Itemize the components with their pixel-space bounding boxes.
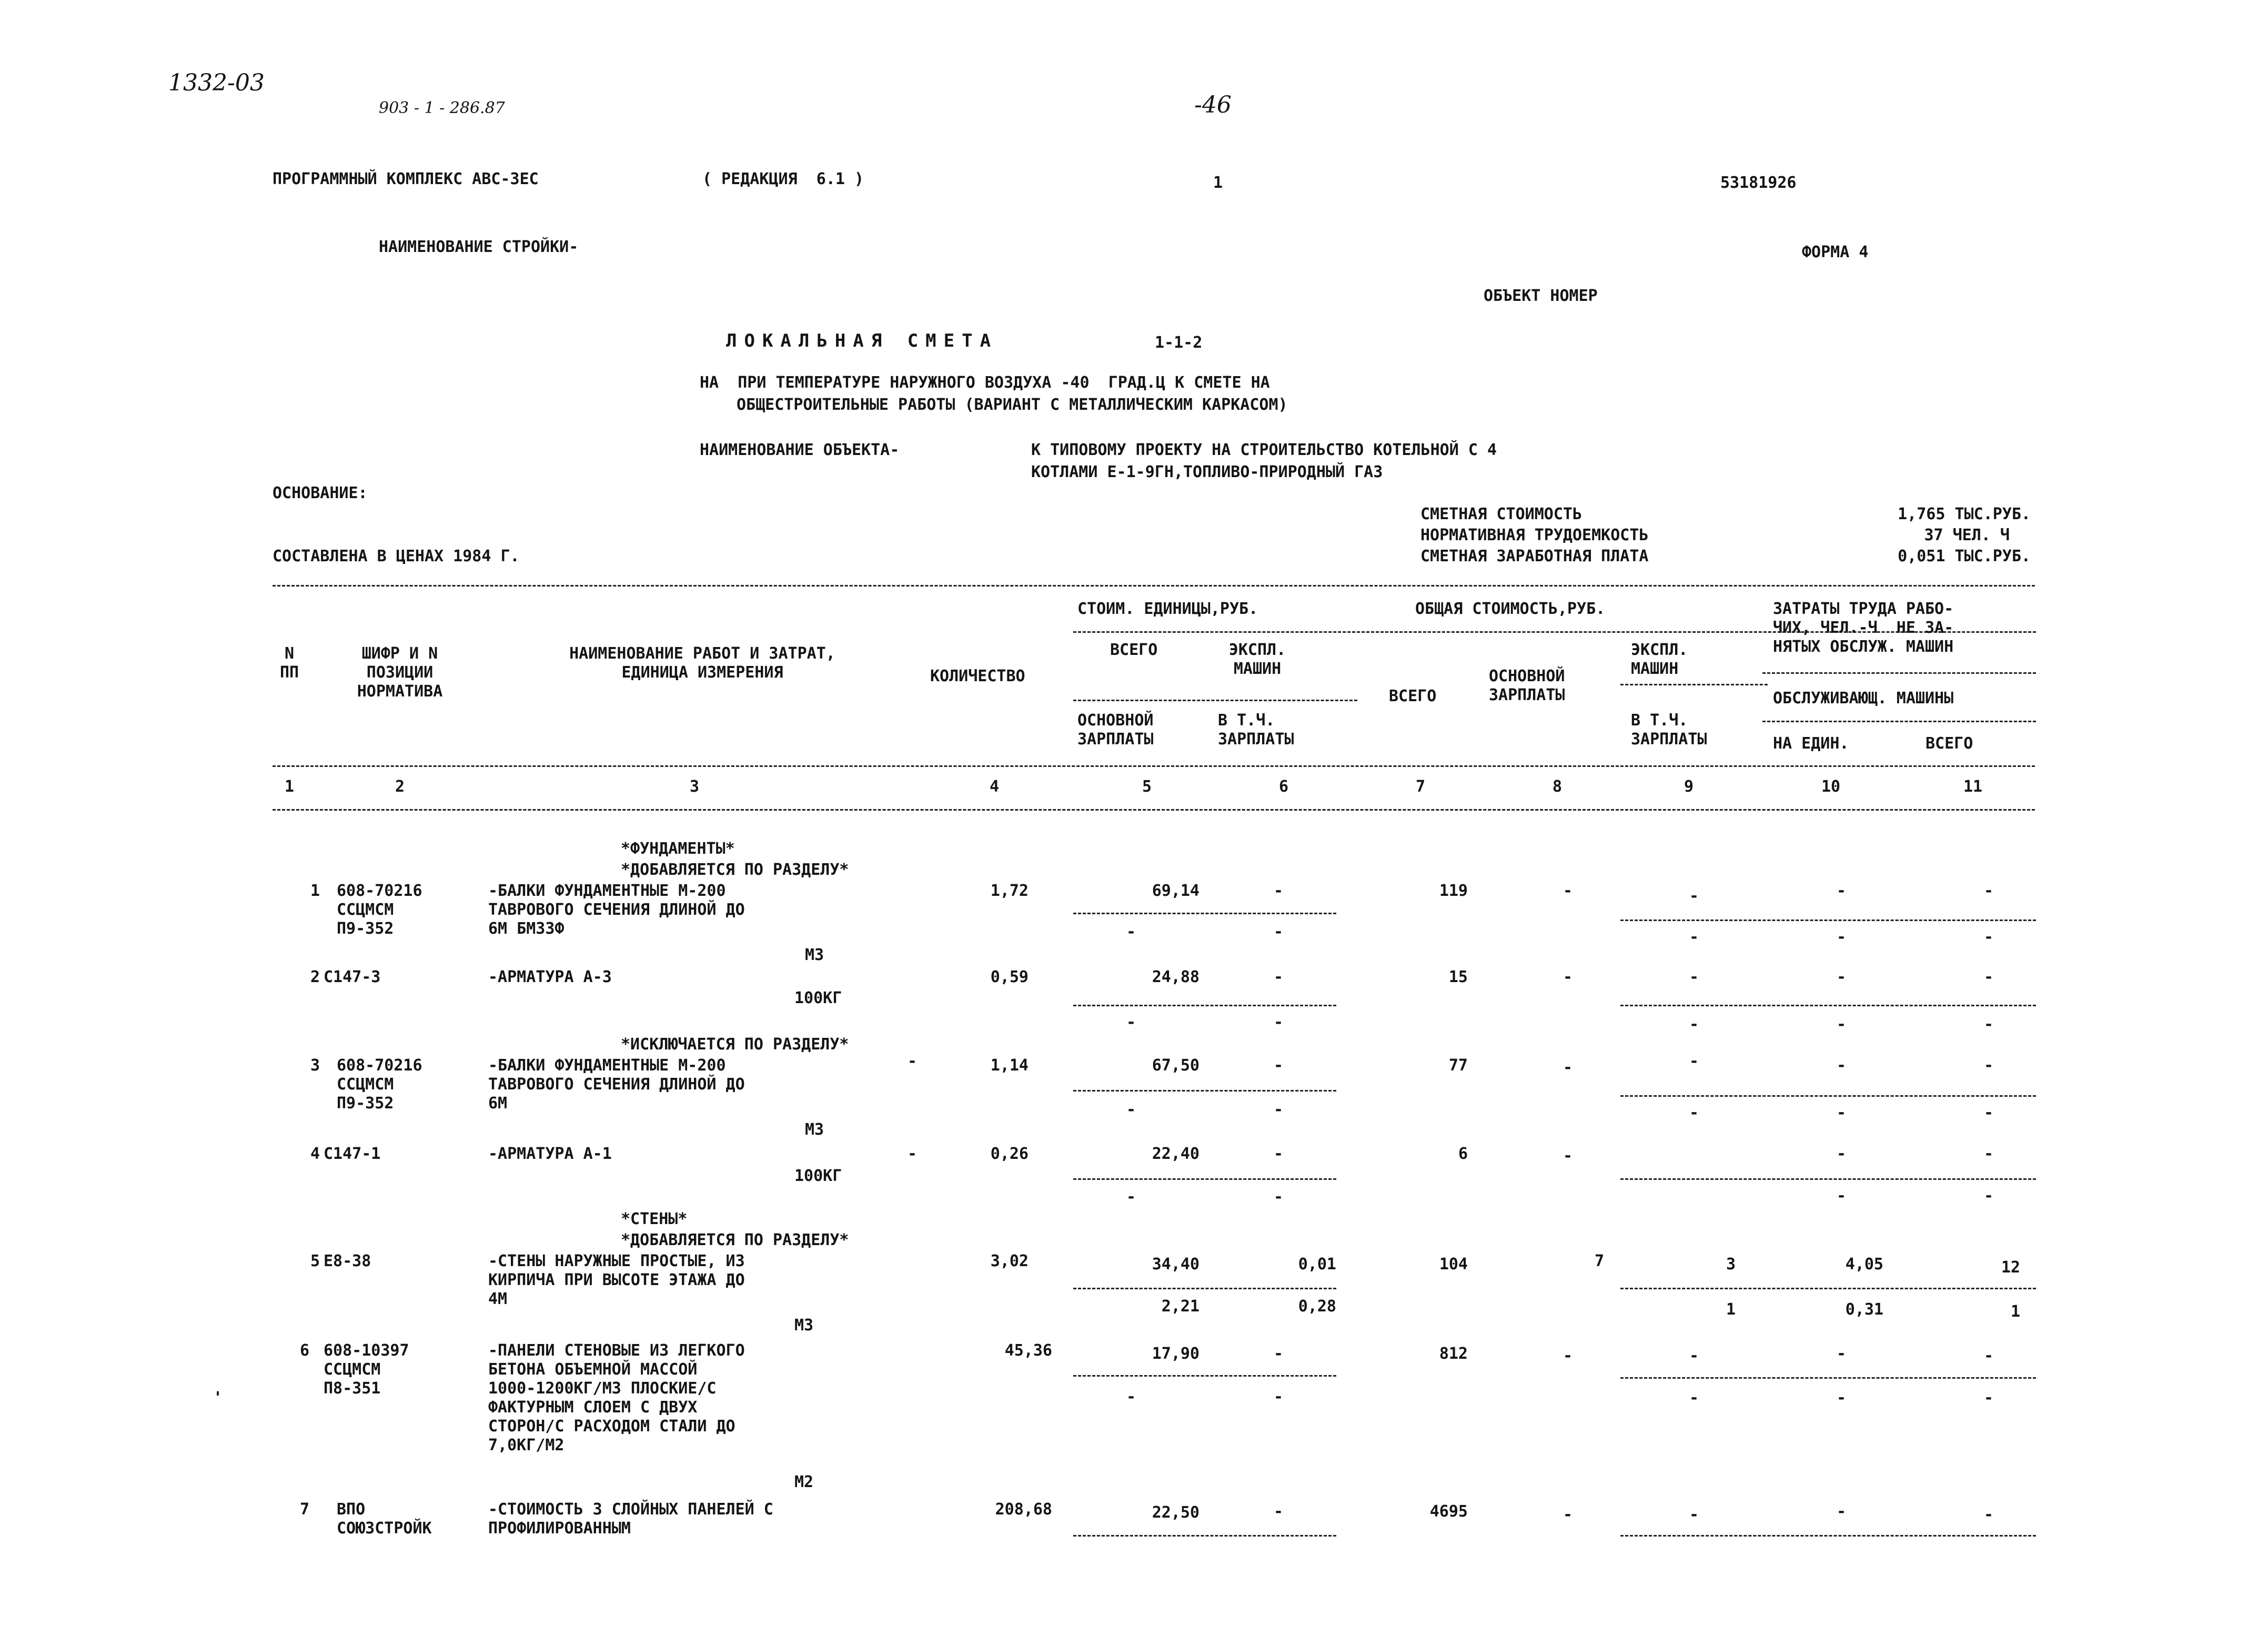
section-walls: *СТЕНЫ* xyxy=(621,1210,688,1228)
row-total-machines: - xyxy=(1689,1052,1699,1070)
col-number-4: 4 xyxy=(989,777,1000,796)
row-labor-per-unit-b: - xyxy=(1836,1104,1847,1122)
prices-label: СОСТАВЛЕНА В ЦЕНАХ 1984 Г. xyxy=(273,547,520,565)
col-unit-wages-header: ОСНОВНОЙ ЗАРПЛАТЫ xyxy=(1077,711,1154,749)
row-code: Е8-38 xyxy=(324,1252,371,1270)
col-number-1: 1 xyxy=(284,777,295,796)
row-unit-wages: - xyxy=(1126,1100,1136,1119)
row-labor-per-unit: - xyxy=(1836,1056,1847,1075)
row-total-wages: - xyxy=(1563,882,1573,900)
col-unit-total-header: ВСЕГО xyxy=(1110,641,1158,659)
summary-cost-value: 1,765 ТЫС.РУБ. xyxy=(1898,505,2031,523)
row-total: 15 xyxy=(1448,968,1468,986)
row-unit-machines: 0,01 xyxy=(1298,1255,1336,1274)
row-total-incl: - xyxy=(1689,1015,1699,1034)
row-total-wages: - xyxy=(1563,1147,1573,1165)
row-labor-total-b: - xyxy=(1983,1389,1994,1407)
section-added: *ДОБАВЛЯЕТСЯ ПО РАЗДЕЛУ* xyxy=(621,861,849,879)
row-total-incl: - xyxy=(1689,1104,1699,1122)
labor-sub-rule-2 xyxy=(1762,721,2036,722)
row-code: 608-10397 ССЦМСМ П8-351 xyxy=(324,1341,409,1398)
row-unit-wages: - xyxy=(1126,923,1136,941)
document-heading: ЛОКАЛЬНАЯ СМЕТА xyxy=(726,330,999,351)
row-number: 4 xyxy=(310,1145,320,1163)
row-rule xyxy=(1620,920,2036,921)
col-code-header: ШИФР И N ПОЗИЦИИ НОРМАТИВА xyxy=(357,644,443,701)
col-total-all-header: ВСЕГО xyxy=(1389,687,1437,705)
total-sub-rule xyxy=(1620,684,1768,685)
col-number-10: 10 xyxy=(1821,777,1841,796)
row-labor-per-unit: - xyxy=(1836,1145,1847,1163)
program-name: ПРОГРАММНЫЙ КОМПЛЕКС АВС-3ЕС xyxy=(273,170,539,188)
row-quantity: 1,72 xyxy=(990,882,1029,900)
row-labor-total: - xyxy=(1983,1505,1994,1524)
row-labor-total: 12 xyxy=(2001,1258,2020,1277)
col-number-7: 7 xyxy=(1415,777,1426,796)
row-work-name: -СТОИМОСТЬ 3 СЛОЙНЫХ ПАНЕЛЕЙ С ПРОФИЛИРОВАННЫМ xyxy=(488,1500,773,1538)
row-labor-per-unit-b: - xyxy=(1836,928,1847,946)
row-labor-total-b: - xyxy=(1983,1015,1994,1034)
row-rule xyxy=(1620,1288,2036,1289)
row-rule xyxy=(1620,1377,2036,1379)
row-unit-machines: - xyxy=(1273,1056,1284,1075)
row-quantity: 208,68 xyxy=(995,1500,1052,1519)
section-excluded: *ИСКЛЮЧАЕТСЯ ПО РАЗДЕЛУ* xyxy=(621,1035,849,1054)
row-work-name: -АРМАТУРА А-1 xyxy=(488,1145,612,1163)
construction-label: НАИМЕНОВАНИЕ СТРОЙКИ- xyxy=(379,238,579,256)
object-line-1: К ТИПОВОМУ ПРОЕКТУ НА СТРОИТЕЛЬСТВО КОТЕЛЬНОЙ С 4 xyxy=(1031,441,1497,459)
row-total-incl: - xyxy=(1689,1389,1699,1407)
row-total-incl: - xyxy=(1689,928,1699,946)
row-unit-machines: - xyxy=(1273,882,1284,900)
col-number-8: 8 xyxy=(1552,777,1563,796)
object-label: НАИМЕНОВАНИЕ ОБЪЕКТА- xyxy=(700,441,900,459)
row-rule xyxy=(1620,1095,2036,1097)
row-code: 608-70216 ССЦМСМ П9-352 xyxy=(337,882,422,938)
sheet-code: 1332-03 xyxy=(168,69,265,96)
row-total: 812 xyxy=(1439,1345,1468,1363)
col-number-5: 5 xyxy=(1142,777,1152,796)
row-unit-total: 24,88 xyxy=(1152,968,1199,986)
row-work-name: -СТЕНЫ НАРУЖНЫЕ ПРОСТЫЕ, ИЗ КИРПИЧА ПРИ ВЫСОТЕ ЭТАЖА ДО 4М xyxy=(488,1252,745,1308)
row-total: 4695 xyxy=(1429,1502,1468,1521)
row-rule xyxy=(1073,1090,1336,1092)
row-unit-incl: - xyxy=(1273,923,1284,941)
row-total: 77 xyxy=(1448,1056,1468,1075)
row-unit: 100КГ xyxy=(794,1167,842,1185)
row-unit-total: 22,40 xyxy=(1152,1145,1199,1163)
row-mark: - xyxy=(908,1145,918,1163)
row-labor-per-unit: 4,05 xyxy=(1845,1255,1883,1274)
summary-wages-value: 0,051 ТЫС.РУБ. xyxy=(1898,547,2031,565)
row-labor-per-unit: - xyxy=(1836,1502,1847,1521)
row-labor-per-unit: - xyxy=(1836,968,1847,986)
col-labor-sub-header: ОБСЛУЖИВАЮЩ. МАШИНЫ xyxy=(1773,689,1954,708)
col-total-wages-header: ОСНОВНОЙ ЗАРПЛАТЫ xyxy=(1489,667,1565,704)
row-unit-total: 69,14 xyxy=(1152,882,1199,900)
row-unit-incl: 0,28 xyxy=(1298,1297,1336,1316)
row-unit-total: 22,50 xyxy=(1152,1503,1199,1522)
title-line-2: ОБЩЕСТРОИТЕЛЬНЫЕ РАБОТЫ (ВАРИАНТ С МЕТАЛЛИЧЕСКИМ КАРКАСОМ) xyxy=(737,396,1288,414)
row-unit: М3 xyxy=(805,1120,824,1139)
section-foundations: *ФУНДАМЕНТЫ* xyxy=(621,840,735,858)
row-unit-wages: - xyxy=(1126,1188,1136,1206)
row-unit-total: 34,40 xyxy=(1152,1255,1199,1274)
row-labor-per-unit-b: - xyxy=(1836,1015,1847,1034)
doc-number: 53181926 xyxy=(1720,174,1797,192)
row-total-wages: - xyxy=(1563,1058,1573,1077)
page-index: 1 xyxy=(1213,174,1223,192)
object-line-2: КОТЛАМИ Е-1-9ГН,ТОПЛИВО-ПРИРОДНЫЙ ГАЗ xyxy=(1031,463,1383,481)
row-total-machines: 3 xyxy=(1726,1255,1736,1274)
row-unit-incl: - xyxy=(1273,1100,1284,1119)
row-work-name: -БАЛКИ ФУНДАМЕНТНЫЕ М-200 ТАВРОВОГО СЕЧЕНИЯ ДЛИНОЙ ДО 6М БМ3ЗФ xyxy=(488,882,745,938)
row-labor-per-unit: - xyxy=(1836,1345,1847,1363)
section-added-walls: *ДОБАВЛЯЕТСЯ ПО РАЗДЕЛУ* xyxy=(621,1231,849,1249)
row-unit-wages: - xyxy=(1126,1388,1136,1406)
row-labor-total: - xyxy=(1983,1145,1994,1163)
row-quantity: 3,02 xyxy=(990,1252,1029,1270)
col-number-2: 2 xyxy=(395,777,405,796)
object-number-label: ОБЪЕКТ НОМЕР xyxy=(1484,287,1598,305)
title-line-1: НА ПРИ ТЕМПЕРАТУРЕ НАРУЖНОГО ВОЗДУХА -40 ГРАД.Ц К СМЕТЕ НА xyxy=(700,373,1270,392)
row-labor-per-unit-b: - xyxy=(1836,1389,1847,1407)
row-labor-total: - xyxy=(1983,1056,1994,1075)
page-number-handwritten: -46 xyxy=(1194,92,1232,118)
row-rule xyxy=(1073,1288,1336,1289)
row-code: С147-1 xyxy=(324,1145,381,1163)
row-number: 5 xyxy=(310,1252,320,1270)
row-unit: М2 xyxy=(794,1473,814,1491)
summary-cost-label: СМЕТНАЯ СТОИМОСТЬ xyxy=(1420,505,1582,523)
row-unit-machines: - xyxy=(1273,1345,1284,1363)
form-label: ФОРМА 4 xyxy=(1802,243,1869,261)
row-number: 7 xyxy=(300,1500,310,1519)
row-labor-total-b: - xyxy=(1983,1104,1994,1122)
row-total-machines: - xyxy=(1689,968,1699,986)
row-rule xyxy=(1620,1005,2036,1006)
project-code: 903 - 1 - 286.87 xyxy=(379,99,505,117)
margin-mark: ' xyxy=(213,1389,223,1407)
row-total-wages: 7 xyxy=(1594,1252,1605,1270)
row-quantity: 45,36 xyxy=(1004,1341,1052,1360)
unit-sub-rule xyxy=(1073,700,1357,701)
row-rule xyxy=(1073,913,1336,914)
col-total-labor-header: ВСЕГО xyxy=(1926,734,1973,753)
row-work-name: -БАЛКИ ФУНДАМЕНТНЫЕ М-200 ТАВРОВОГО СЕЧЕНИЯ ДЛИНОЙ ДО 6М xyxy=(488,1056,745,1113)
row-unit-incl: - xyxy=(1273,1388,1284,1406)
row-rule xyxy=(1073,1178,1336,1180)
row-unit-total: 17,90 xyxy=(1152,1345,1199,1363)
row-labor-total: - xyxy=(1983,968,1994,986)
row-unit-machines: - xyxy=(1273,968,1284,986)
col-number-3: 3 xyxy=(689,777,700,796)
row-unit-machines: - xyxy=(1273,1145,1284,1163)
summary-wages-label: СМЕТНАЯ ЗАРАБОТНАЯ ПЛАТА xyxy=(1420,547,1649,565)
row-rule xyxy=(1073,1005,1336,1006)
row-labor-total: - xyxy=(1983,1347,1994,1365)
row-unit-total: 67,50 xyxy=(1152,1056,1199,1075)
col-total-machines-header: ЭКСПЛ. МАШИН xyxy=(1631,641,1688,678)
col-labor-header: ЗАТРАТЫ ТРУДА РАБО- ЧИХ, ЧЕЛ.-Ч НЕ ЗА- НЯТЫХ ОБСЛУЖ. МАШИН xyxy=(1773,600,1954,656)
row-rule xyxy=(1620,1178,2036,1180)
row-labor-total-b: - xyxy=(1983,928,1994,946)
row-work-name: -ПАНЕЛИ СТЕНОВЫЕ ИЗ ЛЕГКОГО БЕТОНА ОБЪЕМНОЙ МАССОЙ 1000-1200КГ/М3 ПЛОСКИЕ/С ФАКТУРНЫМ СЛОЕМ С ДВУХ СТОРОН/С РАСХОДОМ СТАЛИ ДО 7,0КГ/М2 xyxy=(488,1341,745,1454)
row-number: 3 xyxy=(310,1056,320,1075)
row-unit: М3 xyxy=(794,1316,814,1335)
row-mark: - xyxy=(908,1052,918,1070)
row-unit-incl: - xyxy=(1273,1013,1284,1032)
row-rule xyxy=(1620,1535,2036,1537)
row-unit: М3 xyxy=(805,946,824,964)
col-unit-incl-header: В Т.Ч. ЗАРПЛАТЫ xyxy=(1218,711,1294,749)
row-total: 6 xyxy=(1458,1145,1468,1163)
row-total-wages: - xyxy=(1563,1505,1573,1524)
header-bottom-rule xyxy=(273,765,2035,767)
row-quantity: 0,26 xyxy=(990,1145,1029,1163)
col-unit-machines-header: ЭКСПЛ. МАШИН xyxy=(1228,641,1286,678)
row-total-incl: 1 xyxy=(1726,1300,1736,1319)
row-code: ВПО СОЮЗСТРОЙК xyxy=(337,1500,432,1538)
row-total-wages: - xyxy=(1563,1347,1573,1365)
row-labor-total: - xyxy=(1983,882,1994,900)
row-total: 104 xyxy=(1439,1255,1468,1274)
row-quantity: 0,59 xyxy=(990,968,1029,986)
row-unit-machines: - xyxy=(1273,1502,1284,1521)
row-total-machines: - xyxy=(1689,887,1699,905)
numbers-bottom-rule xyxy=(273,809,2035,811)
table-top-rule xyxy=(273,585,2035,587)
row-code: С147-3 xyxy=(324,968,381,986)
col-no-header: N ПП xyxy=(279,644,299,682)
col-unit-cost-header: СТОИМ. ЕДИНИЦЫ,РУБ. xyxy=(1077,600,1258,618)
row-labor-total-b: - xyxy=(1983,1187,1994,1205)
col-qty-header: КОЛИЧЕСТВО xyxy=(930,667,1025,685)
row-rule xyxy=(1073,1375,1336,1377)
row-unit-incl: - xyxy=(1273,1188,1284,1206)
row-code: 608-70216 ССЦМСМ П9-352 xyxy=(337,1056,422,1113)
col-total-incl-header: В Т.Ч. ЗАРПЛАТЫ xyxy=(1631,711,1707,749)
col-number-9: 9 xyxy=(1684,777,1694,796)
labor-sub-rule xyxy=(1762,672,2036,674)
row-labor-per-unit: - xyxy=(1836,882,1847,900)
col-number-11: 11 xyxy=(1963,777,1983,796)
col-number-6: 6 xyxy=(1278,777,1289,796)
row-number: 1 xyxy=(310,882,320,900)
row-number: 6 xyxy=(300,1341,310,1360)
summary-labor-value: 37 ЧЕЛ. Ч xyxy=(1924,526,2010,544)
estimate-number: 1-1-2 xyxy=(1155,334,1203,352)
row-labor-per-unit-b: 0,31 xyxy=(1845,1300,1883,1319)
row-quantity: 1,14 xyxy=(990,1056,1029,1075)
basis-label: ОСНОВАНИЕ: xyxy=(273,484,368,502)
row-rule xyxy=(1073,1535,1336,1537)
col-total-cost-header: ОБЩАЯ СТОИМОСТЬ,РУБ. xyxy=(1415,600,1606,618)
col-name-header: НАИМЕНОВАНИЕ РАБОТ И ЗАТРАТ, ЕДИНИЦА ИЗМЕРЕНИЯ xyxy=(569,644,835,682)
row-total: 119 xyxy=(1439,882,1468,900)
row-unit-wages: 2,21 xyxy=(1161,1297,1199,1316)
row-work-name: -АРМАТУРА А-3 xyxy=(488,968,612,986)
edition: ( РЕДАКЦИЯ 6.1 ) xyxy=(702,170,864,188)
row-number: 2 xyxy=(310,968,320,986)
row-total-machines: - xyxy=(1689,1505,1699,1524)
row-labor-per-unit-b: - xyxy=(1836,1187,1847,1205)
row-total-machines: - xyxy=(1689,1347,1699,1365)
row-labor-total-b: 1 xyxy=(2010,1302,2020,1321)
row-total-wages: - xyxy=(1563,968,1573,986)
summary-labor-label: НОРМАТИВНАЯ ТРУДОЕМКОСТЬ xyxy=(1420,526,1649,544)
row-unit: 100КГ xyxy=(794,989,842,1007)
row-unit-wages: - xyxy=(1126,1013,1136,1032)
col-per-unit-header: НА ЕДИН. xyxy=(1773,734,1849,753)
